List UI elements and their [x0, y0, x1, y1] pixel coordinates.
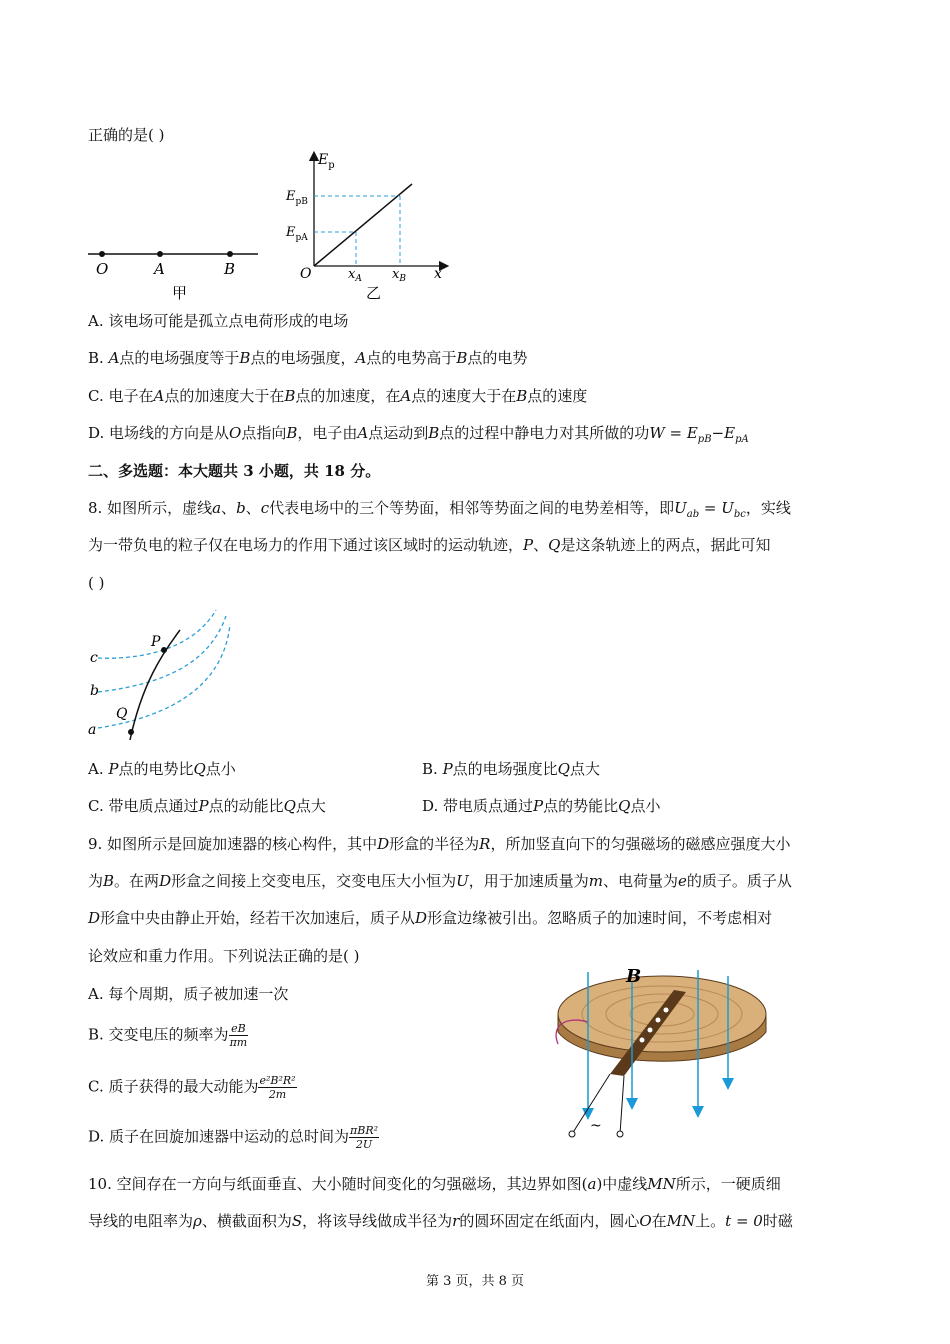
- point-q: [128, 729, 134, 735]
- lead-right: [620, 1076, 624, 1134]
- q9-option-c[interactable]: C. 质子获得的最大动能为 $\frac{\text{e²B²R²}}{2m}$: [88, 1074, 296, 1101]
- q7-figure-jia: [80, 238, 270, 308]
- q7-option-c[interactable]: C. 电子在A点的加速度大于在B点的加速度，在A点的速度大于在B点的速度: [88, 387, 588, 405]
- q8-figure: [84, 604, 244, 746]
- jia-label-a: A: [154, 260, 165, 278]
- yi-epa-label: $E_{pA}$: [286, 225, 308, 243]
- q10-stem-line-1: 10. 空间存在一方向与纸面垂直、大小随时间变化的匀强磁场，其边界如图(a)中虚线MN所示，一硬质细: [88, 1175, 781, 1193]
- q8-stem-line-1: 8. 如图所示，虚线a、b、c代表电场中的三个等势面，相邻等势面之间的电势差相等，即$U_{ab} = U_{bc}$，实线: [88, 499, 791, 520]
- q9-option-d[interactable]: D. 质子在回旋加速器中运动的总时间为 $\frac{\text{πBR²}}{2U}$: [88, 1124, 379, 1151]
- label-c: c: [90, 650, 98, 666]
- yi-xa-label: $x_A$: [348, 267, 362, 284]
- q9-stem-line-4: 论效应和重力作用。下列说法正确的是( ): [88, 947, 360, 965]
- q7-figure-yi: [284, 148, 454, 303]
- q7-option-b[interactable]: B. A点的电场强度等于B点的电场强度，A点的电势高于B点的电势: [88, 349, 528, 367]
- point-p: [161, 647, 167, 653]
- q8-option-c[interactable]: C. 带电质点通过P点的动能比Q点大: [88, 797, 326, 815]
- q7-stem-end: 正确的是( ): [88, 126, 165, 144]
- jia-point-b: [227, 251, 233, 257]
- q8-option-d[interactable]: D. 带电质点通过P点的势能比Q点小: [422, 797, 661, 815]
- yi-y-label: $E_p$: [318, 152, 335, 171]
- label-q: Q: [116, 706, 128, 722]
- yi-origin: O: [300, 266, 312, 282]
- page-footer: 第 3 页，共 8 页: [425, 1274, 525, 1289]
- q8-stem-line-3: ( ): [88, 574, 105, 592]
- field-label-b: B: [626, 966, 642, 987]
- label-b: b: [90, 683, 99, 699]
- jia-label-b: B: [224, 260, 236, 278]
- yi-caption: 乙: [366, 284, 382, 302]
- label-p: P: [151, 634, 161, 650]
- label-a: a: [88, 722, 97, 738]
- yi-x-label: x: [434, 266, 442, 282]
- q8-option-b[interactable]: B. P点的电场强度比Q点大: [422, 760, 600, 778]
- jia-point-o: [99, 251, 105, 257]
- q9-stem-line-3: D形盒中央由静止开始，经若干次加速后，质子从D形盒边缘被引出。忽略质子的加速时间，不考虑相对: [88, 909, 773, 927]
- jia-point-a: [157, 251, 163, 257]
- q9-stem-line-1: 9. 如图所示是回旋加速器的核心构件，其中D形盒的半径为R，所加竖直向下的匀强磁场的磁感应强度大小: [88, 835, 791, 853]
- jia-label-o: O: [96, 260, 109, 278]
- equipotential-b: [98, 616, 226, 692]
- yi-xb-label: $x_B$: [392, 267, 406, 284]
- q10-stem-line-2: 导线的电阻率为ρ、横截面积为S，将该导线做成半径为r的圆环固定在纸面内，圆心O在MN上。t = 0时磁: [88, 1212, 793, 1230]
- q8-option-a[interactable]: A. P点的电势比Q点小: [88, 760, 236, 778]
- yi-epb-label: $E_{pB}$: [286, 189, 308, 207]
- q9-stem-line-2: 为B。在两D形盒之间接上交变电压，交变电压大小恒为U，用于加速质量为m、电荷量为e的质子。质子从: [88, 872, 792, 890]
- q9-option-b[interactable]: B. 交变电压的频率为 $\frac{eB}{\pi m}$: [88, 1022, 248, 1049]
- terminal-left: [569, 1131, 575, 1137]
- q7-option-a[interactable]: A. 该电场可能是孤立点电荷形成的电场: [88, 312, 349, 330]
- q7-option-d[interactable]: D. 电场线的方向是从O点指向B，电子由A点运动到B点的过程中静电力对其所做的功$W = E_{pB}-E_{pA}$: [88, 424, 749, 445]
- q9-c-fraction: $\frac{\text{e²B²R²}}{2m}$: [259, 1074, 296, 1101]
- q9-b-fraction: $\frac{eB}{\pi m}$: [229, 1022, 248, 1049]
- q9-cyclotron-figure: [528, 964, 778, 1140]
- terminal-right: [617, 1131, 623, 1137]
- ac-symbol: ~: [590, 1118, 602, 1134]
- q9-option-a[interactable]: A. 每个周期，质子被加速一次: [88, 985, 289, 1003]
- section-2-title: 二、多选题：本大题共 3 小题，共 18 分。: [88, 462, 381, 480]
- jia-caption: 甲: [172, 284, 188, 302]
- q8-stem-line-2: 为一带负电的粒子仅在电场力的作用下通过该区域时的运动轨迹，P、Q是这条轨迹上的两点，据此可知: [88, 536, 771, 554]
- q9-d-fraction: $\frac{\text{πBR²}}{2U}$: [350, 1124, 379, 1151]
